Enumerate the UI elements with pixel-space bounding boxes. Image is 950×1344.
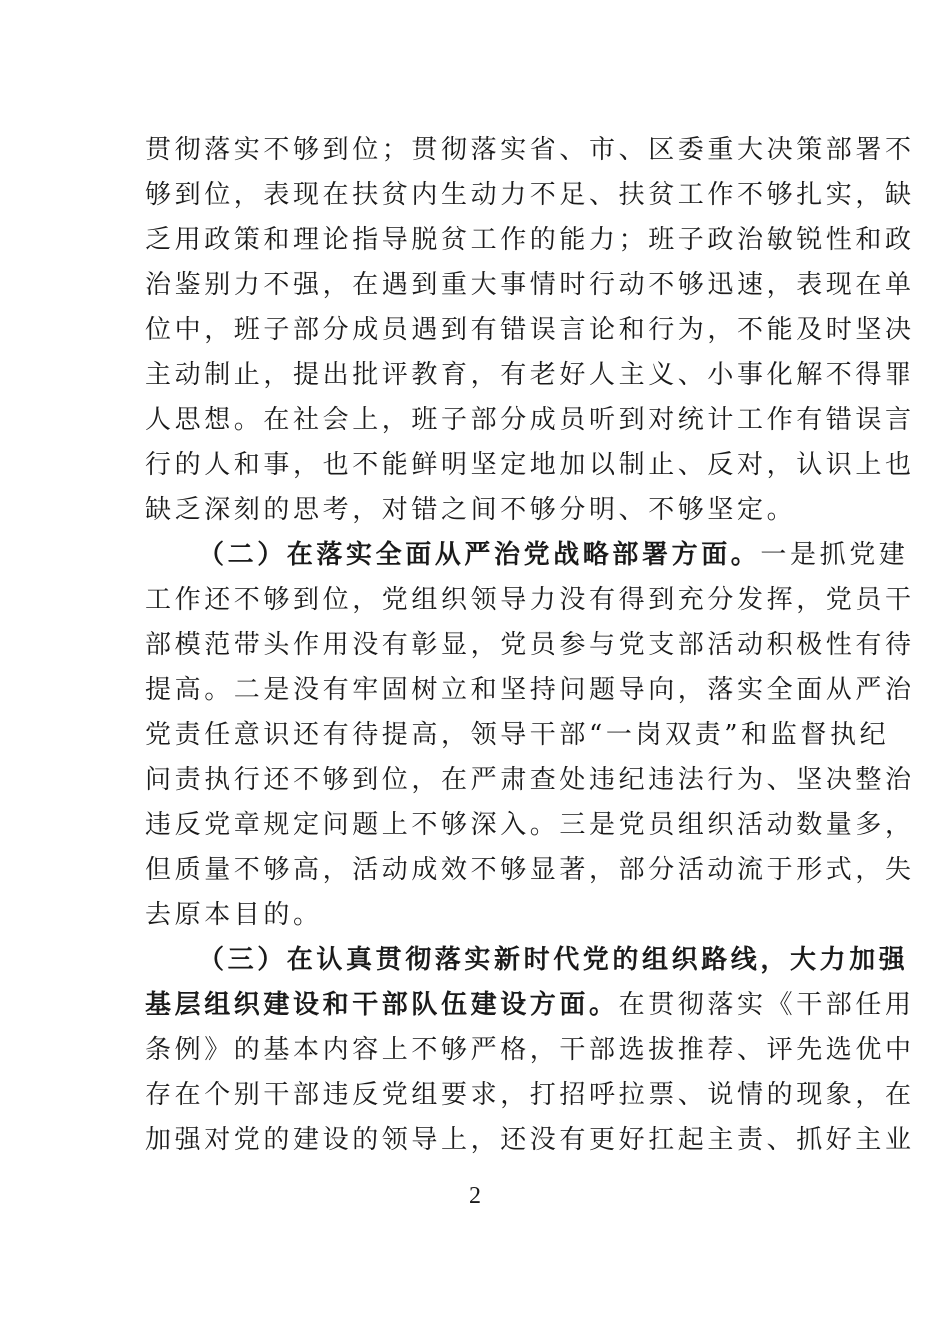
body-line: 但质量不够高，活动成效不够显著，部分活动流于形式，失 <box>145 855 915 885</box>
body-line: 党责任意识还有待提高，领导干部“一岗双责”和监督执纪 <box>145 720 890 750</box>
section-3-second-line-text: 在贯彻落实《干部任用 <box>618 990 915 1020</box>
body-line: 加强对党的建设的领导上，还没有更好扛起主责、抓好主业 <box>145 1125 915 1155</box>
body-line: 缺乏深刻的思考，对错之间不够分明、不够坚定。 <box>145 495 797 525</box>
body-line: 位中，班子部分成员遇到有错误言论和行为，不能及时坚决 <box>145 315 915 345</box>
body-line: 条例》的基本内容上不够严格，干部选拔推荐、评先选优中 <box>145 1035 915 1065</box>
body-line: 人思想。在社会上，班子部分成员听到对统计工作有错误言 <box>145 405 915 435</box>
section-2-first-line-text: 一是抓党建 <box>760 540 909 570</box>
body-line: 存在个别干部违反党组要求，打招呼拉票、说情的现象，在 <box>145 1080 915 1110</box>
section-3-second-line <box>145 983 915 1027</box>
body-line: 工作还不够到位，党组织领导力没有得到充分发挥，党员干 <box>145 585 915 615</box>
body-line: 部模范带头作用没有彰显，党员参与党支部活动积极性有待 <box>145 630 915 660</box>
body-line: 违反党章规定问题上不够深入。三是党员组织活动数量多， <box>145 810 915 840</box>
section-3-heading-line2: 基层组织建设和干部队伍建设方面。 <box>145 990 619 1020</box>
body-line: 够到位，表现在扶贫内生动力不足、扶贫工作不够扎实，缺 <box>145 180 915 210</box>
body-line: 行的人和事，也不能鲜明坚定地加以制止、反对，认识上也 <box>145 450 915 480</box>
body-line: 提高。二是没有牢固树立和坚持问题导向，落实全面从严治 <box>145 675 915 705</box>
body-line: 问责执行还不够到位，在严肃查处违纪违法行为、坚决整治 <box>145 765 915 795</box>
section-3-heading-line1: （三）在认真贯彻落实新时代党的组织路线，大力加强 <box>198 945 909 975</box>
body-line: 治鉴别力不强，在遇到重大事情时行动不够迅速，表现在单 <box>145 270 915 300</box>
body-line: 乏用政策和理论指导脱贫工作的能力；班子政治敏锐性和政 <box>145 225 915 255</box>
section-2-heading: （二）在落实全面从严治党战略部署方面。 <box>198 540 761 570</box>
page-number: 2 <box>469 1183 481 1209</box>
section-2-first-line <box>198 533 909 577</box>
body-line: 去原本目的。 <box>145 900 323 930</box>
body-line: 贯彻落实不够到位；贯彻落实省、市、区委重大决策部署不 <box>145 135 915 165</box>
body-line: 主动制止，提出批评教育，有老好人主义、小事化解不得罪 <box>145 360 915 390</box>
